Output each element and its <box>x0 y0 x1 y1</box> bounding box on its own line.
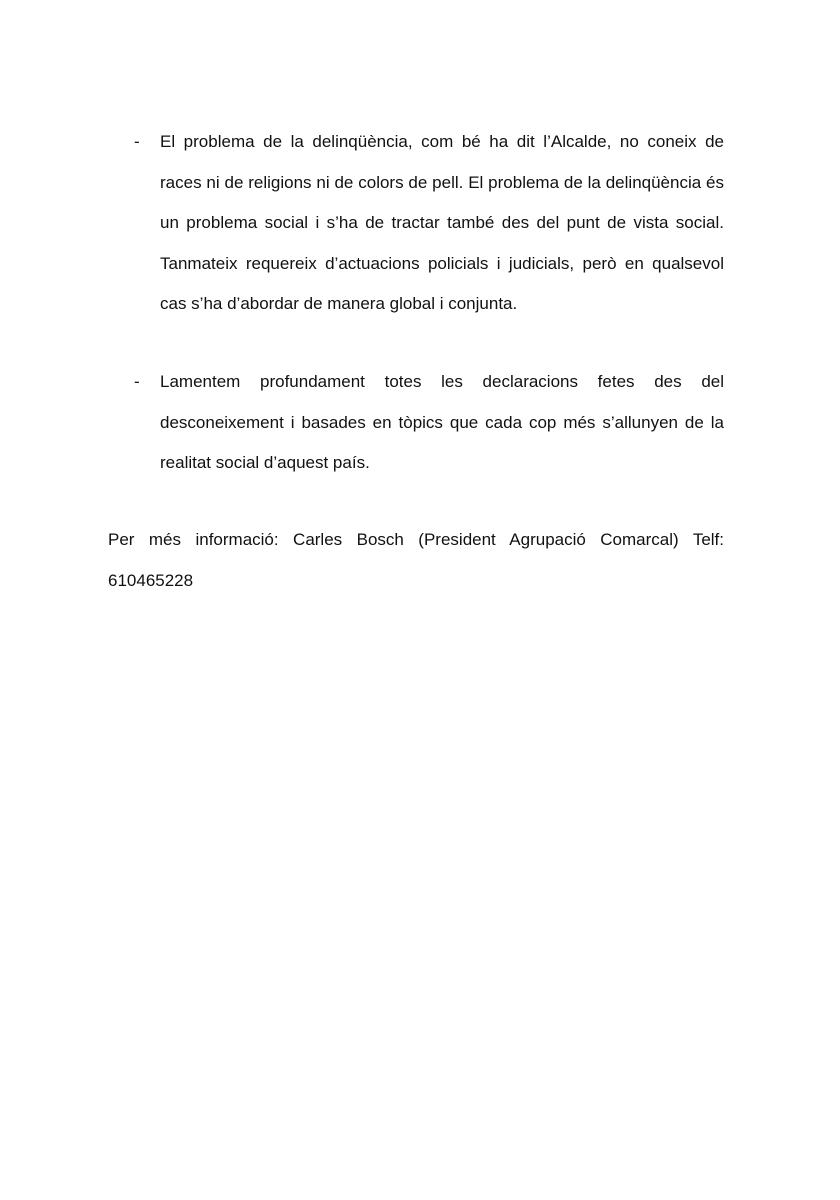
bullet-item-declarations <box>108 362 724 484</box>
bullet-text: El problema de la delinqüència, com bé ha dit l’Alcalde, no coneix de races ni de religions ni de colors de pell. El problema de la delinqüència és un problema social i s’ha de tractar també des del punt de vista social. Tanmateix requereix d’actuacions policials i judicials, però en qualsevol cas s’ha d’abordar de manera global i conjunta. <box>160 132 724 314</box>
bullet-marker: - <box>134 372 140 391</box>
bullet-text: Lamentem profundament totes les declaracions fetes des del desconeixement i basades en tòpics que cada cop més s’allunyen de la realitat social d’aquest país. <box>160 372 724 473</box>
bullet-item-delinquency <box>108 122 724 325</box>
bullet-marker: - <box>134 132 140 151</box>
contact-info: Per més informació: Carles Bosch (President Agrupació Comarcal) Telf: 610465228 <box>108 530 724 590</box>
